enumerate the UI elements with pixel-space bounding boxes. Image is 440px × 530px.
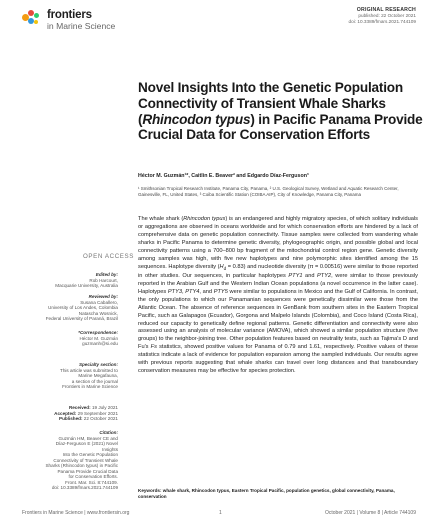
citation-doi[interactable]: doi: 10.3389/fmars.2021.744109 bbox=[51, 485, 118, 491]
footer-issue-info: October 2021 | Volume 8 | Article 744109 bbox=[325, 510, 416, 516]
correspondence-email[interactable]: guzmanh@si.edu bbox=[82, 341, 118, 347]
published-date: published: 22 October 2021 bbox=[358, 13, 416, 18]
editor-name[interactable]: Rob Harcourt, bbox=[89, 277, 118, 283]
citation: Citation: Guzmán HM, Beaver CE and Díaz-Ferguson E (2021) Novel Insights Into the Genetic Population Connectivity of Transient Whale Sharks (Rhincodon typus) in Pacific Panama Provide Crucial Data for Conservation Efforts. Front. Mar. Sci. 8:744109. doi: 10.3389/fmars.2021.744109 bbox=[40, 430, 118, 491]
keywords-text: whale shark, Rhincodon typus, Eastern Tropical Pacific, population genetics, global connectivity, Panama, conservation bbox=[138, 488, 395, 499]
edited-by: Edited by: Rob Harcourt, Macquarie University, Australia bbox=[40, 272, 118, 289]
keywords bbox=[138, 488, 418, 499]
page-number: 1 bbox=[219, 510, 222, 516]
affiliations: ¹ Smithsonian Tropical Research Institute, Panama City, Panama, ² U.S. Geological Survey, Wetland and Aquatic Research Center, Gainesville, FL, United States, ³ Coiba Scientific Station (COIBA AIP), City of Knowledge, Panama City, Panama bbox=[138, 186, 399, 197]
doi-link[interactable]: doi: 10.3389/fmars.2021.744109 bbox=[348, 19, 416, 24]
frontiers-logo-icon bbox=[22, 10, 44, 26]
article-meta bbox=[349, 7, 417, 25]
specialty-section: Specialty section: This article was submitted to Marine Megafauna, a section of the journal Frontiers in Marine Science bbox=[60, 362, 118, 390]
dates: Received: 19 July 2021 Accepted: 29 September 2021 Published: 22 October 2021 bbox=[54, 405, 118, 422]
journal-logo[interactable] bbox=[22, 9, 115, 31]
article-type: ORIGINAL RESEARCH bbox=[356, 7, 416, 13]
open-access-badge: OPEN ACCESS bbox=[83, 253, 134, 260]
abstract-text: The whale shark (Rhincodon typus) is an endangered and highly migratory species, of which solitary individuals or aggregations are observed in oceans worldwide and for which conservation efforts are hindered by a lack of comprehensive data on genetic population connectivity. Tissue samples were collected from wandering whale sharks in Pacific Panama to determine genetic diversity, phylogeographic origin, and possible global and local connectivity patterns using a 700–800 bp fragment of the mitochondrial control region gene. Genetic diversity among samples was high, with five new haplotypes and nine polymorphic sites identified among the 15 sequences. Haplotype diversity $(H_d = 0.83)$ and nucleotide diversity (π = 0.00516) were similar to those reported in other studies. Our sequences, in particular haplotypes PTY1 and PTY2, were similar to those previously reported in the Arabian Gulf and the Western Indian Ocean populations (a novel occurrence in the latter case). Haplotypes PTY3, PTY4, and PTY5 were similar to populations in Mexico and the Gulf of California. In contrast, the only populations to which our Panamanian sequences were genetically dissimilar were those from the Atlantic Ocean. The absence of reference sequences in GenBank from southern sites in the Eastern Tropical Pacific, such as Galapagos (Ecuador), Gorgona and Malpelo Islands (Colombia), and Coco Island (Costa Rica), reduced our capacity to genetically define regional patterns. Genetic differentiation and connectivity were also assessed using an analysis of molecular variance (AMOVA), which showed a similar population structure (five groups) to the neighbor-joining tree. Other population features based on neutrality tests, such as Tajima's D and Fu's Fs statistics, showed positive values for Panama of 0.79 and 1.61, respectively. Positive values of these statistics indicate a lack of evidence for population expansion among the sampled individuals. Our results agree with previous reports suggesting that whale sharks can travel over long distances and that transboundary conservation measures may be effective for species protection. bbox=[138, 216, 418, 375]
reviewer-name[interactable]: Natascha Wosnick, bbox=[78, 310, 118, 316]
reviewed-by: Reviewed by: Susana Caballero, University of Los Andes, Colombia Natascha Wosnick, Federal University of Paraná, Brazil bbox=[40, 294, 118, 322]
keywords-label: Keywords: bbox=[138, 488, 162, 493]
correspondence: *Correspondence: Héctor M. Guzmán guzmanh@si.edu bbox=[40, 330, 118, 347]
journal-subtitle: in Marine Science bbox=[47, 21, 116, 31]
journal-name: frontiers bbox=[47, 9, 92, 21]
reviewer-name[interactable]: Susana Caballero, bbox=[80, 299, 118, 305]
footer-journal-link[interactable]: Frontiers in Marine Science | www.frontiersin.org bbox=[22, 510, 130, 516]
article-title: Novel Insights Into the Genetic Population Connectivity of Transient Whale Sharks (Rhincodon typus) in Pacific Panama Provide Crucial Data for Conservation Efforts bbox=[138, 80, 423, 143]
author-list[interactable]: Héctor M. Guzmán¹*, Caitlin E. Beaver² and Edgardo Díaz-Ferguson³ bbox=[138, 173, 309, 179]
